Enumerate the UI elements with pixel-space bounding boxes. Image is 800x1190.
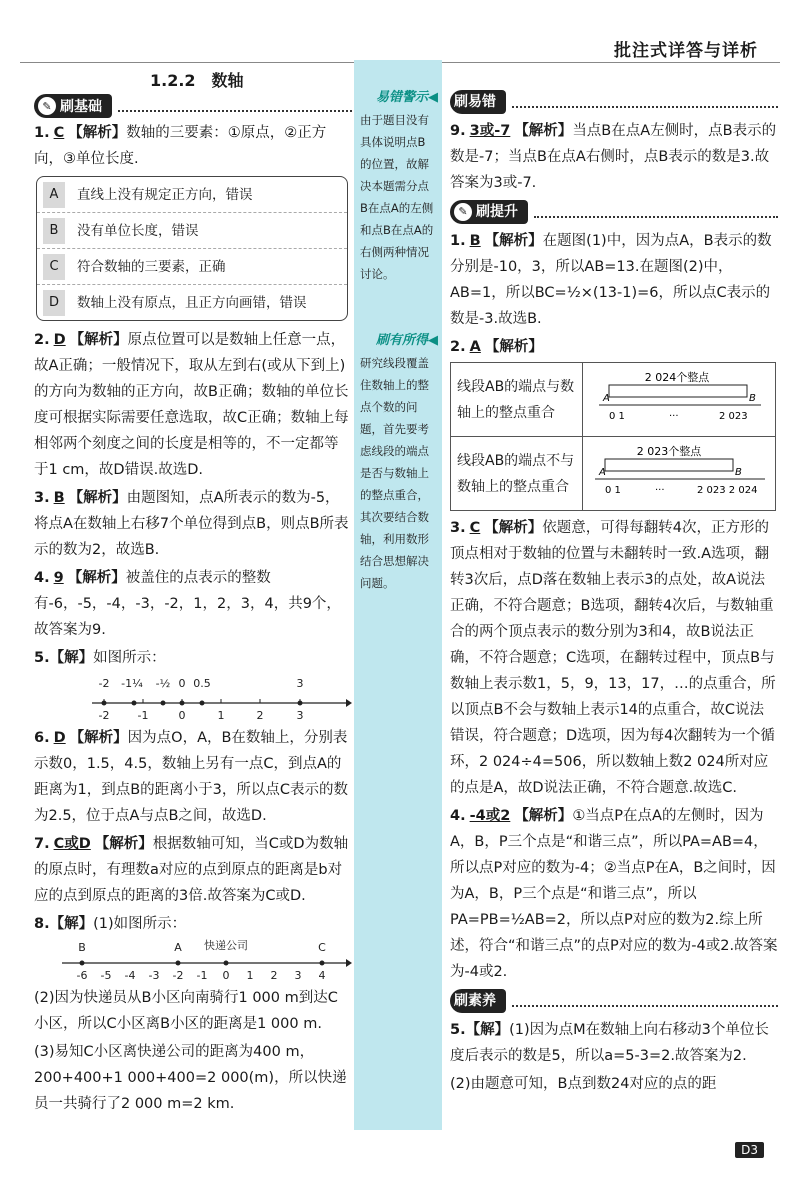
axis1-tick: -1: [137, 709, 149, 722]
axis2-label: 快递公司: [204, 939, 248, 952]
left-column: [34, 120, 352, 1119]
table-row: [451, 363, 776, 437]
svg-text:A: A: [599, 467, 606, 478]
axis1-top-label: -1¼: [121, 677, 143, 690]
improve-question-2: 2. A 【解析】: [450, 339, 543, 355]
sidebar: [354, 60, 442, 1130]
literacy-question-5-part2: (2)由题意可知，B点到数24对应的点的距: [450, 1076, 717, 1092]
table-cell: 线段AB的端点不与数轴上的整点重合: [451, 437, 583, 511]
axis1-top-label: 3: [296, 677, 304, 690]
axis1-top-label: -2: [98, 677, 110, 690]
svg-text:···: ···: [655, 485, 665, 496]
badge-improve: ✎ 刷提升: [450, 200, 528, 224]
number-line-1: [34, 673, 352, 725]
section-improve: [450, 200, 778, 224]
svg-text:0 1: 0 1: [605, 485, 621, 496]
section-basic: [34, 94, 352, 118]
axis1-tick: 3: [296, 709, 304, 722]
question-4: 4. 9 【解析】被盖住的点表示的整数有-6，-5，-4，-3，-2，1，2，3，4，共9个，故答案为9.: [34, 570, 341, 638]
option-d: D 数轴上没有原点，且正方向画错，错误: [37, 285, 347, 320]
svg-text:B: B: [735, 467, 742, 478]
option-c: C 符合数轴的三要素，正确: [37, 249, 347, 285]
table-row: [451, 437, 776, 511]
axis2-label: A: [174, 941, 182, 954]
svg-text:-2: -2: [172, 969, 184, 982]
axis1-top-label: 0: [178, 677, 186, 690]
svg-text:4: 4: [318, 969, 326, 982]
svg-text:-3: -3: [148, 969, 160, 982]
svg-text:···: ···: [669, 411, 679, 422]
axis1-top-label: -½: [155, 677, 171, 690]
badge-basic: ✎ 刷基础: [34, 94, 112, 118]
badge-literacy: 刷素养: [450, 989, 506, 1013]
sidebar-head-gain: 刷有所得◀: [376, 333, 438, 348]
question-2: 2. D 【解析】原点位置可以是数轴上任意一点，故A正确；一般情况下，取从左到右(或从下到上)的方向为数轴的正方向，故B正确；数轴的单位长度可根据实际需要任意选取，故C正确；数轴上每相邻两个刻度之间的长度是相等的，不一定都等于1 cm，故D错误.故选D.: [34, 332, 349, 478]
section-error: [450, 90, 778, 114]
svg-text:-4: -4: [124, 969, 136, 982]
axis1-top-label: 0.5: [193, 677, 211, 690]
question-8: 8.【解】(1)如图所示：: [34, 916, 187, 932]
axis1-tick: 1: [217, 709, 225, 722]
svg-text:2: 2: [270, 969, 278, 982]
svg-text:-6: -6: [76, 969, 88, 982]
section-literacy: [450, 989, 778, 1013]
dotted-divider: [534, 206, 778, 218]
svg-text:2 023 2 024: 2 023 2 024: [697, 485, 758, 496]
improve-question-1: 1. B 【解析】在题图(1)中，因为点A，B表示的数分别是-10，3，所以AB=13.在题图(2)中，AB=1，所以BC=½×(13-1)=6，所以点C表示的数是-3.故选B.: [450, 233, 772, 327]
svg-text:0 1: 0 1: [609, 411, 625, 422]
table-cell: [583, 363, 776, 437]
table-cell: 线段AB的端点与数轴上的整点重合: [451, 363, 583, 437]
svg-text:B: B: [749, 393, 756, 404]
improve-question-3: 3. C 【解析】依题意，可得每翻转4次，正方形的顶点相对于数轴的位置与未翻转时一致.A选项，翻转3次后，点D落在数轴上表示3的点处，故A说法正确，不符合题意；B选项，翻转4次后，与数轴重合的两个顶点表示的数分别为3和4，故B说法正确，不符合题意；C选项，在翻转过程中，顶点B与数轴上表示数1，5，9，13，17，…的点重合，所以顶点B不会与数轴上表示14的点重合，故C说法错误，符合题意；D选项，因为每4次翻转为一个循环，2 024÷4=506，所以数轴上数2 024所对应的点是A，故D说法正确，不符合题意.故选C.: [450, 520, 776, 796]
segment-diagram: [589, 441, 769, 497]
svg-text:-1: -1: [196, 969, 208, 982]
svg-text:-5: -5: [100, 969, 112, 982]
right-column: [450, 86, 778, 1099]
segment-table: [450, 362, 776, 511]
badge-error: 刷易错: [450, 90, 506, 114]
literacy-question-5: 5.【解】(1)因为点M在数轴上向右移动3个单位长度后表示的数是5，所以a=5-3=2.故答案为2.: [450, 1022, 769, 1064]
axis1-tick: 2: [256, 709, 264, 722]
question-1: 1. C 【解析】数轴的三要素：①原点，②正方向，③单位长度.: [34, 125, 327, 167]
question-7: 7. C或D 【解析】根据数轴可知，当C或D为数轴的原点时，有理数a对应的点到原点的距离是b对应的点到原点的距离的3倍.故答案为C或D.: [34, 836, 349, 904]
question-9: 9. 3或-7 【解析】当点B在点A左侧时，点B表示的数是-7；当点B在点A右侧时，点B表示的数是3.故答案为3或-7.: [450, 123, 777, 191]
options-box: [36, 176, 348, 321]
question-6: 6. D 【解析】因为点O，A，B在数轴上，分别表示数0，1.5，4.5，数轴上另有一点C，到点A的距离为1，到点B的距离小于3，所以点C表示的数为2.5，位于点A与点B之间，故选D.: [34, 730, 349, 824]
option-a: A 直线上没有规定正方向，错误: [37, 177, 347, 213]
dotted-divider: [512, 96, 778, 108]
axis1-tick: 0: [178, 709, 186, 722]
svg-text:0: 0: [222, 969, 230, 982]
dotted-divider: [118, 100, 352, 112]
sidebar-head-error: 易错警示◀: [376, 90, 438, 105]
brush-icon: ✎: [454, 203, 472, 221]
table-cell: [583, 437, 776, 511]
question-3: 3. B 【解析】由题图知，点A所表示的数为-5，将点A在数轴上右移7个单位得到点B，则点B所表示的数为2，故选B.: [34, 490, 349, 558]
improve-question-4: 4. -4或2 【解析】①当点P在点A的左侧时，因为A，B，P三个点是“和谐三点”，所以PA=AB=4，所以点P对应的数为-4；②当点P在A，B之间时，因为A，B，P三个点是“和谐三点”，所以PA=PB=½AB=2，所以点P对应的数为2.综上所述，符合“和谐三点”的点P对应的数为-4或2.故答案为-4或2.: [450, 808, 778, 980]
section-title: 1.2.2 数轴: [150, 71, 244, 90]
svg-text:2 023个整点: 2 023个整点: [636, 445, 702, 458]
segment-diagram: [589, 367, 769, 423]
svg-text:2 023: 2 023: [719, 411, 748, 422]
axis1-tick: -2: [98, 709, 110, 722]
option-b: B 没有单位长度，错误: [37, 213, 347, 249]
svg-text:2 024个整点: 2 024个整点: [644, 371, 710, 384]
dotted-divider: [512, 995, 778, 1007]
svg-text:3: 3: [294, 969, 302, 982]
question-8-part3: (3)易知C小区离快递公司的距离为400 m，200+400+1 000+400=2 000(m)，所以快递员一共骑行了2 000 m=2 km.: [34, 1044, 347, 1112]
question-8-part2: (2)因为快递员从B小区向南骑行1 000 m到达C小区，所以C小区离B小区的距离是1 000 m.: [34, 990, 338, 1032]
brush-icon: ✎: [38, 97, 56, 115]
axis2-label: B: [78, 941, 86, 954]
page-number: D3: [735, 1142, 764, 1158]
question-5: 5.【解】如图所示：: [34, 650, 166, 666]
header-title: 批注式详答与详析: [614, 41, 758, 61]
sidebar-text-error: 由于题目没有具体说明点B的位置，故解决本题需分点B在点A的左侧和点B在点A的右侧两种情况讨论。: [360, 113, 434, 281]
axis2-label: C: [318, 941, 326, 954]
svg-text:A: A: [603, 393, 610, 404]
number-line-2: [34, 939, 352, 985]
svg-text:1: 1: [246, 969, 254, 982]
sidebar-text-gain: 研究线段覆盖住数轴上的整点个数的问题，首先要考虑线段的端点是否与数轴上的整点重合，其次要结合数轴，利用数形结合思想解决问题。: [360, 356, 429, 590]
